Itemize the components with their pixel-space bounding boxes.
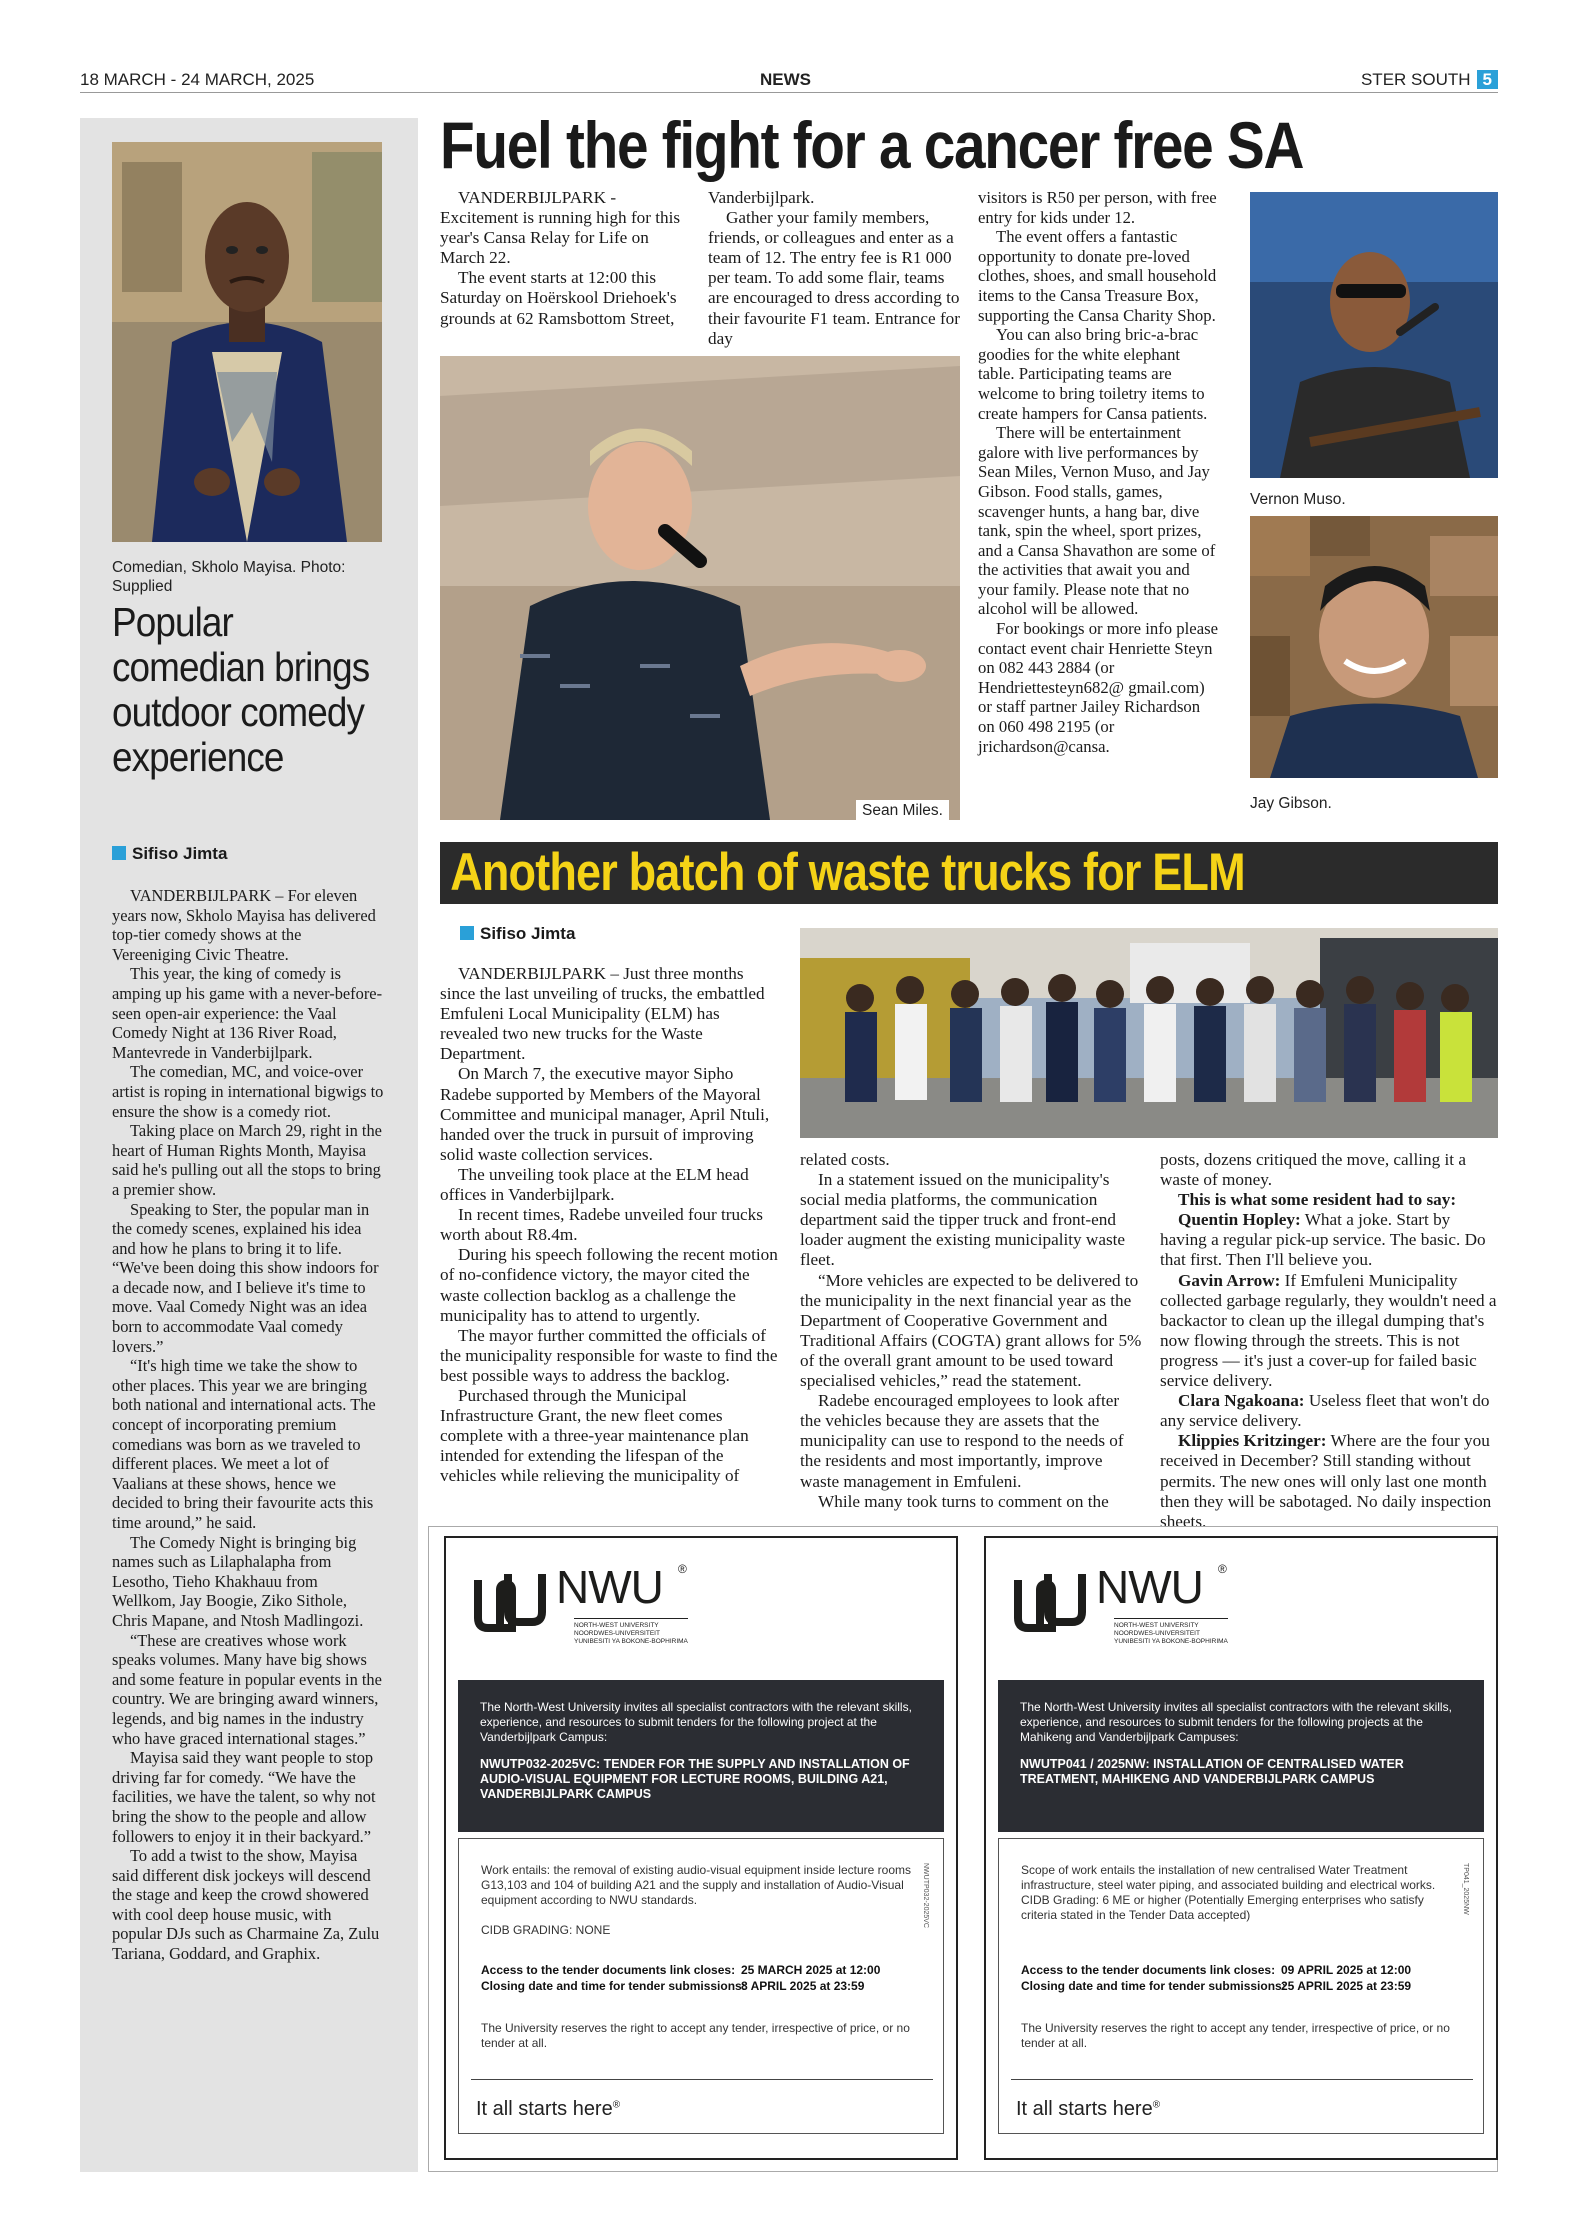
story1-paragraph: Gather your family members, friends, or colleagues and enter as a team of 12. The entry fee is R1 000 per team. To add some flair, teams are encouraged to dress according to their favourite F1 team. Entrance for day <box>708 208 960 348</box>
nwu-subtitle-line: NORTH-WEST UNIVERSITY <box>1114 1622 1199 1629</box>
quote-name: Klippies Kritzinger: <box>1178 1431 1327 1451</box>
ad-reserve-note: The University reserves the right to accept any tender, irrespective of price, or no tender at all. <box>481 2021 910 2050</box>
publication-title: STER SOUTH <box>1360 70 1471 89</box>
ad-access-row <box>1021 1963 1275 1978</box>
story1-paragraph: For bookings or more info please contact event chair Henriette Steyn on 082 443 2884 (or Hendriettesteyn682@ gmail.com) or staff partner Jailey Richardson on 060 498 2195 (or jrichardson@cansa. <box>978 619 1218 756</box>
story2-paragraph: Radebe encouraged employees to look after the vehicles because they are assets that the municipality can use to respond to the needs of the residents and most importantly, improve waste management in Emfuleni. <box>800 1391 1124 1491</box>
ad-cidb: CIDB GRADING: NONE <box>481 1923 611 1937</box>
story1-paragraph: Vanderbijlpark. <box>708 188 815 207</box>
story1-paragraph: The event offers a fantastic opportunity to donate pre-loved clothes, shoes, and small household items to the Cansa Treasure Box, supporting the Cansa Charity Shop. <box>978 227 1217 325</box>
story2-subhead: This is what some resident had to say: <box>1178 1190 1457 1210</box>
story1-paragraph: You can also bring bric-a-brac goodies for the white elephant table. Participating teams are welcome to bring toiletry items to create hampers for Cansa patients. <box>978 325 1208 423</box>
sidebar-byline: Sifiso Jimta <box>112 844 227 864</box>
story2-paragraph: The unveiling took place at the ELM head offices in Vanderbijlpark. <box>440 1164 749 1205</box>
sidebar-headline: Popular comedian brings outdoor comedy experience <box>112 599 370 780</box>
registered-mark-icon: ® <box>1218 1562 1227 1576</box>
nwu-logo-icon <box>474 1570 546 1632</box>
ad-work-description: Scope of work entails the installation of new centralised Water Treatment infrastructure, steel water piping, and associated building and electrical works. CIDB Grading: 6 ME or higher (Potentially Emerging enterprises who satisfy criteria stated in the Tender Data accepted) <box>1021 1863 1436 1922</box>
quote-text: What a joke. Start by having a regular pick-up service. The basic. Do that first. Then I'll believe you. <box>1160 1210 1486 1270</box>
sidebar-paragraph: Speaking to Ster, the popular man in the comedy scenes, explained his idea and how he plans to bring it to life. “We've been doing this show indoors for a decade now, and I believe it's time to move. Vaal Comedy Night was an idea born to accommodate Vaal comedy lovers.” <box>112 1199 379 1356</box>
nwu-subtitle <box>1114 1618 1228 1646</box>
story2-paragraph: While many took turns to comment on the <box>818 1491 1109 1511</box>
ad-details-box <box>998 1838 1484 2134</box>
ad-access-row <box>481 1963 735 1978</box>
story1-paragraph: The event starts at 12:00 this Saturday on Hoërskool Driehoek's grounds at 62 Ramsbottom Street, <box>440 268 677 328</box>
ad-access-value: 09 APRIL 2025 at 12:00 <box>1281 1963 1412 1977</box>
story2-col3 <box>1160 1150 1498 1532</box>
story1-paragraph: visitors is R50 per person, with free entry for kids under 12. <box>978 188 1217 227</box>
story2-paragraph: The mayor further committed the officials of the municipality responsible for waste to find the best possible ways to address the backlog. <box>440 1325 778 1385</box>
nwu-subtitle <box>574 1618 688 1646</box>
vernon-muso-photo <box>1250 192 1498 478</box>
quote-text: Where are the four you received in December? Still standing without permits. The new ones will only last one month then they will be sabotaged. No daily inspection sheets. <box>1160 1431 1492 1531</box>
ad-closing-value: 25 APRIL 2025 at 23:59 <box>1281 1979 1412 1993</box>
sean-miles-caption: Sean Miles. <box>856 800 949 821</box>
sidebar-paragraph: VANDERBIJLPARK – For eleven years now, Skholo Mayisa has delivered top-tier comedy shows at the Vereeniging Civic Theatre. <box>112 886 376 964</box>
quote-name: Quentin Hopley: <box>1178 1210 1301 1230</box>
ad-access-date <box>741 1963 880 1978</box>
ad-tagline <box>1016 2098 1160 2121</box>
nwu-wordmark: NWU <box>1096 1561 1203 1613</box>
header-rule <box>80 92 1498 93</box>
sidebar-paragraph: The comedian, MC, and voice-over artist is roping in international bigwigs to ensure the show is a comedy riot. <box>112 1062 384 1121</box>
story2-paragraph: In recent times, Radebe unveiled four trucks worth about R8.4m. <box>440 1205 763 1245</box>
sidebar-paragraph: Mayisa said they want people to stop driving far for comedy. “We have the facilities, we have the talent, so why not bring the show to the people and allow followers to enjoy it in their backyard.” <box>112 1748 376 1846</box>
story2-paragraph: During his speech following the recent motion of no-confidence victory, the mayor cited the waste collection backlog as a challenge the municipality has to attend to urgently. <box>440 1245 778 1325</box>
jay-gibson-photo <box>1250 516 1498 778</box>
nwu-subtitle-line: NOORDWES-UNIVERSITEIT <box>574 1630 660 1637</box>
comedian-photo <box>112 142 382 542</box>
quote-text: If Emfuleni Municipality collected garbage regularly, they wouldn't need a backactor to clean up the illegal dumping that's now flowing through the streets. This is not progress — it's just a cover-up for failed basic service delivery. <box>1160 1270 1497 1391</box>
jay-gibson-photo-art <box>1250 516 1498 778</box>
story1-headline: Fuel the fight for a cancer free SA <box>440 108 1304 182</box>
story2-paragraph: On March 7, the executive mayor Sipho Radebe supported by Members of the Mayoral Committee and municipal manager, April Ntuli, handed over the truck in pursuit of improving solid waste collection services. <box>440 1064 770 1164</box>
story1-col3 <box>978 188 1220 756</box>
jay-gibson-caption: Jay Gibson. <box>1250 795 1332 812</box>
ad-tagline <box>476 2098 620 2121</box>
nwu-logo <box>474 1570 546 1637</box>
ad-tender-title: NWUTP041 / 2025NW: INSTALLATION OF CENTRALISED WATER TREATMENT, MAHIKENG AND VANDERBIJLPARK CAMPUS <box>1020 1757 1404 1786</box>
sean-miles-photo <box>440 356 960 820</box>
vernon-muso-caption: Vernon Muso. <box>1250 491 1346 508</box>
comedian-photo-art <box>112 142 382 542</box>
ad-closing-value: 8 APRIL 2025 at 23:59 <box>741 1979 865 1993</box>
registered-mark-icon: ® <box>678 1562 687 1576</box>
resident-quote <box>1160 1271 1498 1392</box>
quote-name: Gavin Arrow: <box>1178 1270 1281 1290</box>
ad-tender-title: NWUTP032-2025VC: TENDER FOR THE SUPPLY AND INSTALLATION OF AUDIO-VISUAL EQUIPMENT FOR LECTURE ROOMS, BUILDING A21, VANDERBIJLPARK CAMPUS <box>480 1757 910 1801</box>
story2-byline: Sifiso Jimta <box>460 924 575 944</box>
resident-quote <box>1160 1391 1498 1431</box>
sean-miles-photo-art <box>440 356 960 820</box>
story2-paragraph: VANDERBIJLPARK – Just three months since the last unveiling of trucks, the embattled Emfuleni Local Municipality (ELM) has revealed two new trucks for the Waste Department. <box>440 964 765 1064</box>
page-number: 5 <box>1477 70 1498 89</box>
story2-paragraph: Purchased through the Municipal Infrastructure Grant, the new fleet comes complete with a three-year maintenance plan intended for extending the lifespan of the vehicles while relieving the municipality of <box>440 1385 749 1486</box>
story2-paragraph: posts, dozens critiqued the move, calling it a waste of money. <box>1160 1150 1466 1190</box>
ad-code: TP041_2025NW <box>1462 1863 1469 1915</box>
ad-closing-label: Closing date and time for tender submissions: <box>1021 1979 1286 1993</box>
waste-trucks-photo <box>800 928 1498 1138</box>
ad-work-description: Work entails: the removal of existing audio-visual equipment inside lecture rooms G13,103 and 104 of building A21 and the supply and installation of Audio-Visual equipment according to NWU standards. <box>481 1863 911 1907</box>
ad-access-label: Access to the tender documents link closes: <box>1021 1963 1276 1977</box>
nwu-wordmark: NWU <box>556 1561 663 1613</box>
story1-paragraph: There will be entertainment galore with live performances by Sean Miles, Vernon Muso, and Jay Gibson. Food stalls, games, scavenger hunts, a hang bar, dive tank, spin the wheel, sport prizes, and a Cansa Shavathon are some of the activities that await you and your family. Please note that no alcohol will be allowed. <box>978 423 1216 619</box>
sidebar-paragraph: Taking place on March 29, right in the heart of Human Rights Month, Mayisa said he's pulling out all the stops to bring a premier show. <box>112 1121 382 1199</box>
section-name: NEWS <box>760 70 811 89</box>
sidebar-paragraph: To add a twist to the show, Mayisa said different disk jockeys will descend the stage and keep the crowd showered with cool deep house music, with popular DJs such as Charmaine Za, Zulu Tariana, Goddard, and Graphix. <box>112 1846 380 1964</box>
nwu-tender-ad-1 <box>444 1536 958 2160</box>
story2-paragraph: related costs. <box>800 1150 890 1169</box>
ad-access-value: 25 MARCH 2025 at 12:00 <box>741 1963 881 1977</box>
nwu-subtitle-line: NOORDWES-UNIVERSITEIT <box>1114 1630 1200 1637</box>
resident-quote <box>1160 1210 1498 1270</box>
resident-quote <box>1160 1431 1498 1531</box>
quote-name: Clara Ngakoana: <box>1178 1391 1305 1411</box>
ad-details-box <box>458 1838 944 2134</box>
sidebar-body <box>112 886 384 1964</box>
ad-access-date <box>1281 1963 1411 1978</box>
story1-col1 <box>440 188 692 329</box>
ad-closing-date <box>1281 1979 1411 1994</box>
ad-intro: The North-West University invites all specialist contractors with the relevant skills, experience, and resources to submit tenders for the following projects at the Mahikeng and Vanderbijlpark Campuses: <box>1020 1700 1452 1744</box>
sidebar-paragraph: “These are creatives whose work speaks volumes. Many have big shows and some feature in popular events in the country. We are bringing award winners, legends, and big names in the industry who have graced international stages.” <box>112 1630 382 1748</box>
nwu-subtitle-line: YUNIBESITI YA BOKONE-BOPHIRIMA <box>574 1638 688 1645</box>
comedian-photo-caption: Comedian, Skholo Mayisa. Photo: Supplied <box>112 559 346 595</box>
publication-name <box>1361 70 1498 90</box>
ad-access-label: Access to the tender documents link closes: <box>481 1963 736 1977</box>
sidebar-paragraph: “It's high time we take the show to other places. This year we are bringing both national and international acts. The concept of incorporating premium comedians was born as we traveled to different places. We meet a lot of Vaalians at these shows, hence we decided to bring their favourite acts this time around,” he said. <box>112 1356 376 1532</box>
ad-closing-row <box>481 1979 746 1994</box>
nwu-subtitle-line: NORTH-WEST UNIVERSITY <box>574 1622 659 1629</box>
waste-trucks-photo-art <box>800 928 1498 1138</box>
ad-tagline-text: It all starts here <box>1016 2098 1153 2120</box>
ad-closing-date <box>741 1979 864 1994</box>
story2-paragraph: In a statement issued on the municipality's social media platforms, the communication department said the tipper truck and front-end loader augment the existing municipality waste fleet. <box>800 1170 1126 1270</box>
ad-intro: The North-West University invites all specialist contractors with the relevant skills, experience, and resources to submit tenders for the following project at the Vanderbijlpark Campus: <box>480 1700 912 1744</box>
story2-col1 <box>440 964 778 1486</box>
sidebar-paragraph: The Comedy Night is bringing big names such as Lilaphalapha from Lesotho, Tieho Khakhauu from Wellkom, Jay Boogie, Ziko Sithole, Chris Mapane, and Ntosh Madlingozi. <box>112 1532 364 1630</box>
nwu-logo-icon <box>1014 1570 1086 1632</box>
ad-reserve-note: The University reserves the right to accept any tender, irrespective of price, or no tender at all. <box>1021 2021 1450 2050</box>
issue-date: 18 MARCH - 24 MARCH, 2025 <box>80 70 315 89</box>
vernon-muso-photo-art <box>1250 192 1498 478</box>
quote-text: Useless fleet that won't do any service delivery. <box>1160 1391 1490 1431</box>
story2-headline-band <box>440 842 1498 904</box>
story2-col2 <box>800 1150 1142 1512</box>
sidebar-paragraph: This year, the king of comedy is amping up his game with a never-before-seen open-air experience: the Vaal Comedy Night at 136 River Road, Mantevrede in Vanderbijlpark. <box>112 964 383 1062</box>
nwu-tender-ad-2 <box>984 1536 1498 2160</box>
nwu-logo <box>1014 1570 1086 1637</box>
registered-mark-icon: ® <box>1152 2099 1161 2111</box>
story1-col2 <box>708 188 960 349</box>
ad-dark-panel <box>998 1680 1484 1832</box>
ad-closing-row <box>1021 1979 1286 1994</box>
story1-paragraph: VANDERBIJLPARK - Excitement is running high for this year's Cansa Relay for Life on March 22. <box>440 188 681 268</box>
ad-closing-label: Closing date and time for tender submissions: <box>481 1979 746 1993</box>
story2-paragraph: “More vehicles are expected to be delivered to the municipality in the next financial year as the Department of Cooperative Government and Traditional Affairs (COGTA) grant allows for 5% of the overall grant amount to be used toward specialised vehicles,” read the statement. <box>800 1270 1142 1391</box>
ad-divider <box>1011 2079 1473 2080</box>
ad-tagline-text: It all starts here <box>476 2098 613 2120</box>
story2-headline: Another batch of waste trucks for ELM <box>450 843 1245 902</box>
ad-code: NWUTP032-2025VC <box>922 1863 929 1928</box>
ad-divider <box>471 2079 933 2080</box>
registered-mark-icon: ® <box>612 2099 621 2111</box>
ad-dark-panel <box>458 1680 944 1832</box>
nwu-subtitle-line: YUNIBESITI YA BOKONE-BOPHIRIMA <box>1114 1638 1228 1645</box>
